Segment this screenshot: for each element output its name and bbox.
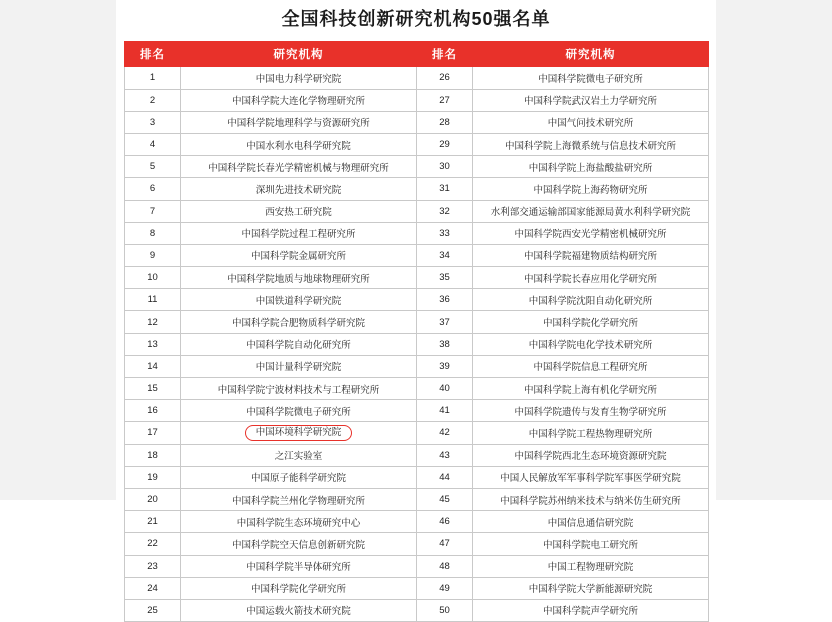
highlight-marker: 中国环境科学研究院 — [245, 425, 353, 441]
table-row — [125, 289, 709, 311]
cell-inst-right: 水利部交通运输部国家能源局黄水利科学研究院 — [473, 200, 709, 222]
cell-rank-left: 17 — [125, 422, 181, 444]
cell-inst-left: 中国科学院兰州化学物理研究所 — [181, 488, 417, 510]
cell-rank-left: 15 — [125, 378, 181, 400]
cell-rank-left: 14 — [125, 355, 181, 377]
table-row — [125, 156, 709, 178]
cell-rank-left: 24 — [125, 577, 181, 599]
cell-rank-right: 50 — [417, 599, 473, 621]
cell-rank-right: 30 — [417, 156, 473, 178]
cell-inst-right: 中国科学院福建物质结构研究所 — [473, 244, 709, 266]
cell-inst-left: 中国运载火箭技术研究院 — [181, 599, 417, 621]
cell-rank-right: 45 — [417, 488, 473, 510]
cell-rank-right: 27 — [417, 89, 473, 111]
cell-inst-left: 中国科学院金属研究所 — [181, 244, 417, 266]
cell-inst-left: 中国科学院过程工程研究所 — [181, 222, 417, 244]
cell-inst-left: 中国铁道科学研究院 — [181, 289, 417, 311]
cell-rank-left: 4 — [125, 133, 181, 155]
cell-rank-right: 49 — [417, 577, 473, 599]
table-row — [125, 67, 709, 89]
ranking-table — [124, 41, 709, 622]
cell-inst-left — [181, 422, 417, 444]
column-header-inst-right: 研究机构 — [473, 42, 709, 67]
cell-inst-left: 中国计量科学研究院 — [181, 355, 417, 377]
cell-inst-left: 中国原子能科学研究院 — [181, 466, 417, 488]
cell-inst-left: 中国科学院长春光学精密机械与物理研究所 — [181, 156, 417, 178]
table-row — [125, 555, 709, 577]
page-title: 全国科技创新研究机构50强名单 — [281, 9, 551, 29]
table-row — [125, 400, 709, 422]
cell-inst-left: 中国科学院空天信息创新研究院 — [181, 533, 417, 555]
cell-inst-right: 中国科学院化学研究所 — [473, 311, 709, 333]
cell-rank-right: 44 — [417, 466, 473, 488]
cell-rank-right: 32 — [417, 200, 473, 222]
cell-rank-right: 33 — [417, 222, 473, 244]
cell-inst-left: 中国科学院合肥物质科学研究院 — [181, 311, 417, 333]
cell-rank-right: 42 — [417, 422, 473, 444]
cell-rank-right: 31 — [417, 178, 473, 200]
cell-inst-right: 中国科学院西安光学精密机械研究所 — [473, 222, 709, 244]
table-row — [125, 444, 709, 466]
cell-rank-right: 39 — [417, 355, 473, 377]
cell-inst-right: 中国科学院信息工程研究所 — [473, 355, 709, 377]
cell-rank-left: 11 — [125, 289, 181, 311]
cell-rank-left: 25 — [125, 599, 181, 621]
cell-rank-right: 40 — [417, 378, 473, 400]
table-row — [125, 178, 709, 200]
cell-inst-right: 中国工程物理研究院 — [473, 555, 709, 577]
cell-rank-right: 29 — [417, 133, 473, 155]
table-row — [125, 200, 709, 222]
cell-inst-left: 西安热工研究院 — [181, 200, 417, 222]
cell-inst-right: 中国科学院长春应用化学研究所 — [473, 267, 709, 289]
table-row — [125, 422, 709, 444]
cell-rank-right: 35 — [417, 267, 473, 289]
cell-rank-left: 16 — [125, 400, 181, 422]
cell-inst-right: 中国科学院西北生态环境资源研究院 — [473, 444, 709, 466]
cell-inst-left: 之江实验室 — [181, 444, 417, 466]
cell-rank-right: 37 — [417, 311, 473, 333]
cell-rank-right: 26 — [417, 67, 473, 89]
table-row — [125, 222, 709, 244]
table-row — [125, 378, 709, 400]
cell-inst-left: 中国科学院化学研究所 — [181, 577, 417, 599]
cell-inst-right: 中国科学院上海有机化学研究所 — [473, 378, 709, 400]
cell-inst-left: 中国科学院大连化学物理研究所 — [181, 89, 417, 111]
cell-inst-left: 中国科学院宁波材料技术与工程研究所 — [181, 378, 417, 400]
cell-inst-left: 中国科学院生态环境研究中心 — [181, 511, 417, 533]
cell-inst-right: 中国科学院沈阳自动化研究所 — [473, 289, 709, 311]
cell-inst-left: 中国科学院半导体研究所 — [181, 555, 417, 577]
cell-rank-right: 46 — [417, 511, 473, 533]
table-row — [125, 244, 709, 266]
cell-rank-left: 2 — [125, 89, 181, 111]
cell-rank-right: 41 — [417, 400, 473, 422]
column-header-rank-left: 排名 — [125, 42, 181, 67]
table-row — [125, 267, 709, 289]
table-row — [125, 577, 709, 599]
cell-rank-left: 20 — [125, 488, 181, 510]
cell-rank-left: 19 — [125, 466, 181, 488]
table-row — [125, 599, 709, 621]
cell-inst-left: 中国科学院地理科学与资源研究所 — [181, 111, 417, 133]
cell-inst-right: 中国科学院上海盐酸盐研究所 — [473, 156, 709, 178]
table-row — [125, 466, 709, 488]
cell-inst-right: 中国科学院声学研究所 — [473, 599, 709, 621]
cell-inst-right: 中国科学院苏州纳米技术与纳米仿生研究所 — [473, 488, 709, 510]
cell-inst-right: 中国科学院电工研究所 — [473, 533, 709, 555]
table-row — [125, 333, 709, 355]
cell-rank-left: 18 — [125, 444, 181, 466]
cell-inst-right: 中国科学院电化学技术研究所 — [473, 333, 709, 355]
document-sheet — [116, 0, 716, 618]
table-row — [125, 511, 709, 533]
cell-inst-right: 中国科学院大学新能源研究院 — [473, 577, 709, 599]
cell-inst-left: 深圳先进技术研究院 — [181, 178, 417, 200]
table-row — [125, 133, 709, 155]
table-row — [125, 355, 709, 377]
cell-inst-right: 中国信息通信研究院 — [473, 511, 709, 533]
cell-rank-left: 10 — [125, 267, 181, 289]
cell-inst-right: 中国科学院上海微系统与信息技术研究所 — [473, 133, 709, 155]
cell-rank-left: 22 — [125, 533, 181, 555]
cell-inst-right: 中国人民解放军军事科学院军事医学研究院 — [473, 466, 709, 488]
cell-inst-left: 中国水利水电科学研究院 — [181, 133, 417, 155]
cell-rank-left: 7 — [125, 200, 181, 222]
cell-rank-left: 8 — [125, 222, 181, 244]
cell-rank-right: 28 — [417, 111, 473, 133]
cell-inst-right: 中国科学院遗传与发育生物学研究所 — [473, 400, 709, 422]
cell-rank-left: 6 — [125, 178, 181, 200]
cell-inst-right: 中国科学院上海药物研究所 — [473, 178, 709, 200]
cell-inst-left: 中国电力科学研究院 — [181, 67, 417, 89]
cell-rank-left: 9 — [125, 244, 181, 266]
cell-rank-right: 38 — [417, 333, 473, 355]
cell-inst-right: 中国科学院微电子研究所 — [473, 67, 709, 89]
cell-rank-left: 3 — [125, 111, 181, 133]
cell-inst-left: 中国科学院地质与地球物理研究所 — [181, 267, 417, 289]
cell-rank-left: 13 — [125, 333, 181, 355]
cell-rank-left: 1 — [125, 67, 181, 89]
cell-inst-left: 中国科学院自动化研究所 — [181, 333, 417, 355]
cell-rank-right: 36 — [417, 289, 473, 311]
column-header-rank-right: 排名 — [417, 42, 473, 67]
cell-inst-left: 中国科学院微电子研究所 — [181, 400, 417, 422]
cell-rank-right: 43 — [417, 444, 473, 466]
cell-rank-right: 47 — [417, 533, 473, 555]
cell-inst-right: 中国气问技术研究所 — [473, 111, 709, 133]
cell-inst-right: 中国科学院武汉岩土力学研究所 — [473, 89, 709, 111]
table-body — [125, 67, 709, 622]
cell-rank-left: 5 — [125, 156, 181, 178]
column-header-inst-left: 研究机构 — [181, 42, 417, 67]
cell-rank-left: 12 — [125, 311, 181, 333]
cell-inst-right: 中国科学院工程热物理研究所 — [473, 422, 709, 444]
table-row — [125, 111, 709, 133]
table-row — [125, 89, 709, 111]
table-header-row — [125, 42, 709, 67]
cell-rank-left: 21 — [125, 511, 181, 533]
cell-rank-right: 48 — [417, 555, 473, 577]
cell-rank-left: 23 — [125, 555, 181, 577]
table-row — [125, 311, 709, 333]
cell-rank-right: 34 — [417, 244, 473, 266]
table-row — [125, 533, 709, 555]
